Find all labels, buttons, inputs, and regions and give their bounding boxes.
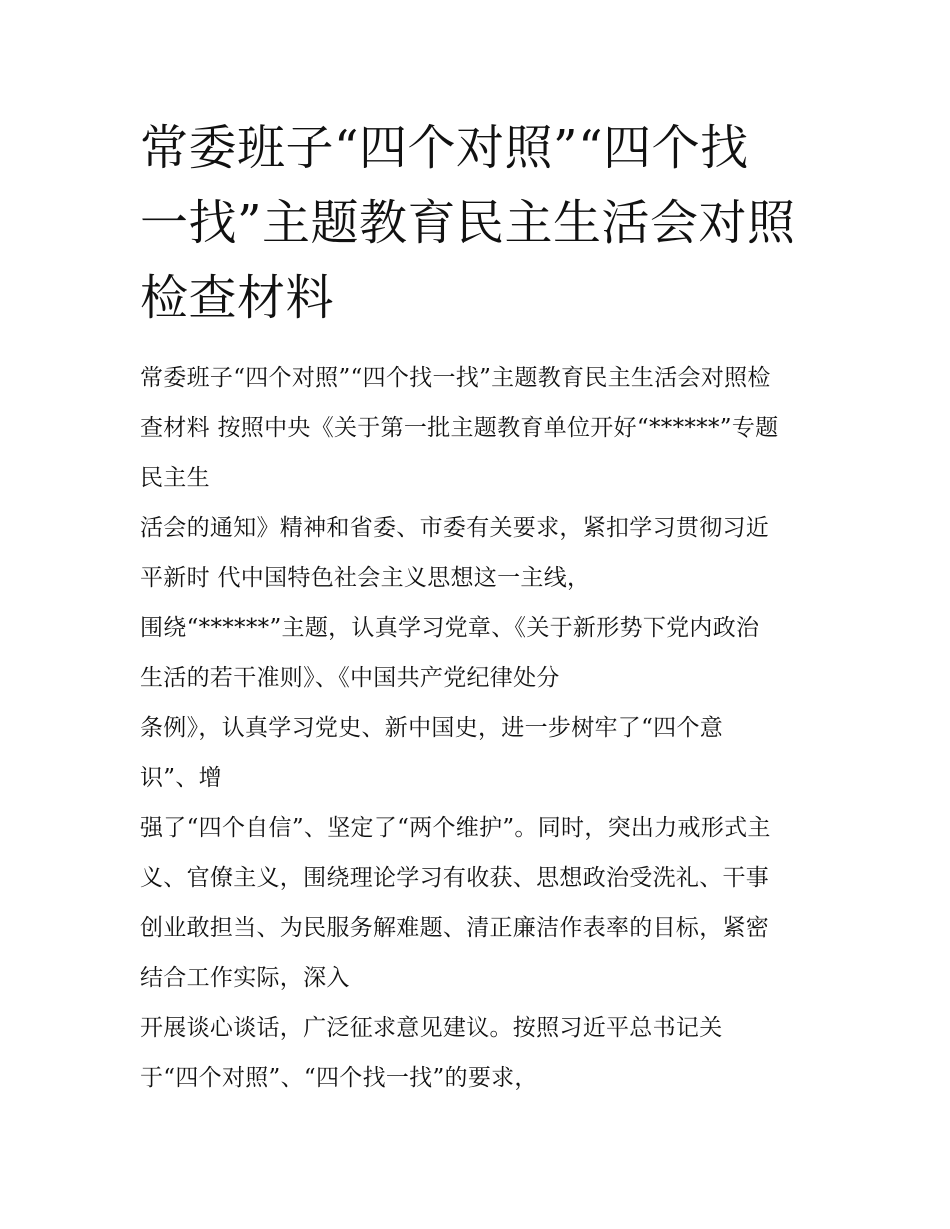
title-line: 检查材料 [140,270,335,326]
body-text-line: 识”、增 [140,765,222,791]
body-text-line: 查材料 按照中央《关于第一批主题教育单位开好“******”专题 [140,415,779,441]
body-text-line: 生活的若干准则》、《中国共产党纪律处分 [140,665,560,691]
title-line: 常委班子“四个对照”“四个找 [140,120,749,176]
body-text-line: 活会的通知》精神和省委、市委有关要求，紧扣学习贯彻习近 [140,515,770,541]
body-text-line: 民主生 [140,465,210,491]
body-text-line: 围绕“******”主题，认真学习党章、《关于新形势下党内政治 [140,615,760,641]
body-text-line: 于“四个对照”、“四个找一找”的要求， [140,1065,538,1091]
body-text-line: 平新时 代中国特色社会主义思想这一主线， [140,565,591,591]
title-line: 一找”主题教育民主生活会对照 [140,195,796,251]
body-text-line: 条例》，认真学习党史、新中国史，进一步树牢了“四个意 [140,715,724,741]
body-text-line: 开展谈心谈话，广泛征求意见建议。按照习近平总书记关 [140,1015,723,1041]
body-text-line: 创业敢担当、为民服务解难题、清正廉洁作表率的目标，紧密 [140,915,770,941]
body-text-line: 强了“四个自信”、坚定了“两个维护”。同时，突出力戒形式主 [140,815,771,841]
body-text-line: 义、官僚主义，围绕理论学习有收获、思想政治受洗礼、干事 [140,865,770,891]
body-text-line: 结合工作实际，深入 [140,965,350,991]
body-text-line: 常委班子“四个对照”“四个找一找”主题教育民主生活会对照检 [140,365,771,391]
